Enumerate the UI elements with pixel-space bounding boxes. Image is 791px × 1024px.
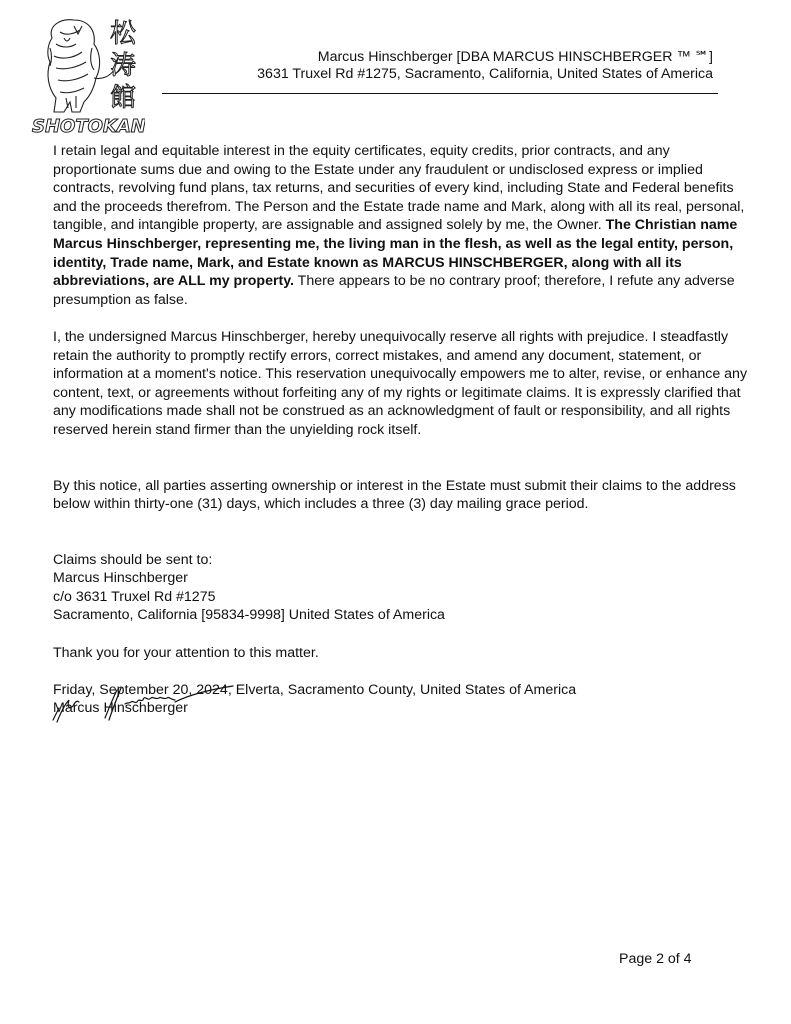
claims-name: Marcus Hinschberger — [53, 570, 188, 587]
shotokan-wordmark: SHOTOKAN — [32, 116, 145, 136]
letterhead-name: Marcus Hinschberger [DBA MARCUS HINSCHBERGER ™ ℠] — [317, 49, 713, 65]
paragraph-interest-bold: The Christian name Marcus Hinschberger, representing me, the living man in the flesh, as well as the legal entity, person, identity, Trade name, Mark, and Estate known as MARCUS HINSCHBERGER, along with all its abbreviations, are ALL my property. — [53, 217, 738, 290]
date-place-line: Friday, September 20, 2024, Elverta, Sacramento County, United States of America — [53, 681, 577, 698]
claims-city: Sacramento, California [95834-9998] United States of America — [53, 607, 445, 624]
page-number: Page 2 of 4 — [619, 951, 692, 967]
letter-body — [53, 142, 753, 718]
paragraph-notice: By this notice, all parties asserting ownership or interest in the Estate must submit their claims to the address below within thirty-one (31) days, which includes a three (3) day mailing grace period. — [53, 477, 736, 513]
paragraph-interest-tail: There appears to be no contrary proof; therefore, I refute any adverse presumption as false. — [53, 273, 735, 308]
paragraph-interest-intro: I retain legal and equitable interest in the equity certificates, equity credits, prior contracts, and any proportionate sums due and owing to the Estate under any fraudulent or undisclosed express or implied contracts, revolving fund plans, tax returns, and securities of every kind, including State and Federal benefits and the proceeds therefrom. The Person and the Estate trade name and Mark, along with all its real, personal, tangible, and intangible property, are assignable and assigned solely by me, the Owner. — [53, 143, 745, 234]
shotokan-logo — [30, 8, 145, 136]
kanji-3: 館 — [110, 83, 137, 113]
signature-block — [53, 699, 753, 718]
kanji-1: 松 — [110, 19, 137, 49]
claims-street: c/o 3631 Truxel Rd #1275 — [53, 588, 216, 605]
paragraph-reservation: I, the undersigned Marcus Hinschberger, hereby unequivocally reserve all rights with prejudice. I steadfastly retain the authority to promptly rectify errors, correct mistakes, and amend any document, statement, or information at a moment's notice. This reservation unequivocally empowers me to alter, revise, or enhance any content, text, or agreements without forfeiting any of my rights or legitimate claims. It is expressly clarified that any modifications made shall not be construed as an acknowledgment of fault or responsibility, and all rights reserved herein stand firmer than the unyielding rock itself. — [53, 328, 748, 438]
letterhead-address: 3631 Truxel Rd #1275, Sacramento, California, United States of America — [257, 66, 713, 82]
claims-label: Claims should be sent to: — [53, 551, 213, 568]
thanks-line: Thank you for your attention to this matter. — [53, 644, 319, 661]
handwritten-signature-icon — [47, 684, 247, 728]
signature-name: Marcus Hinschberger — [53, 700, 188, 717]
paragraph-interest — [53, 142, 753, 309]
kanji-2: 涛 — [110, 51, 137, 81]
letterhead — [257, 49, 713, 83]
header-divider — [162, 93, 718, 94]
tiger-icon — [30, 8, 145, 136]
